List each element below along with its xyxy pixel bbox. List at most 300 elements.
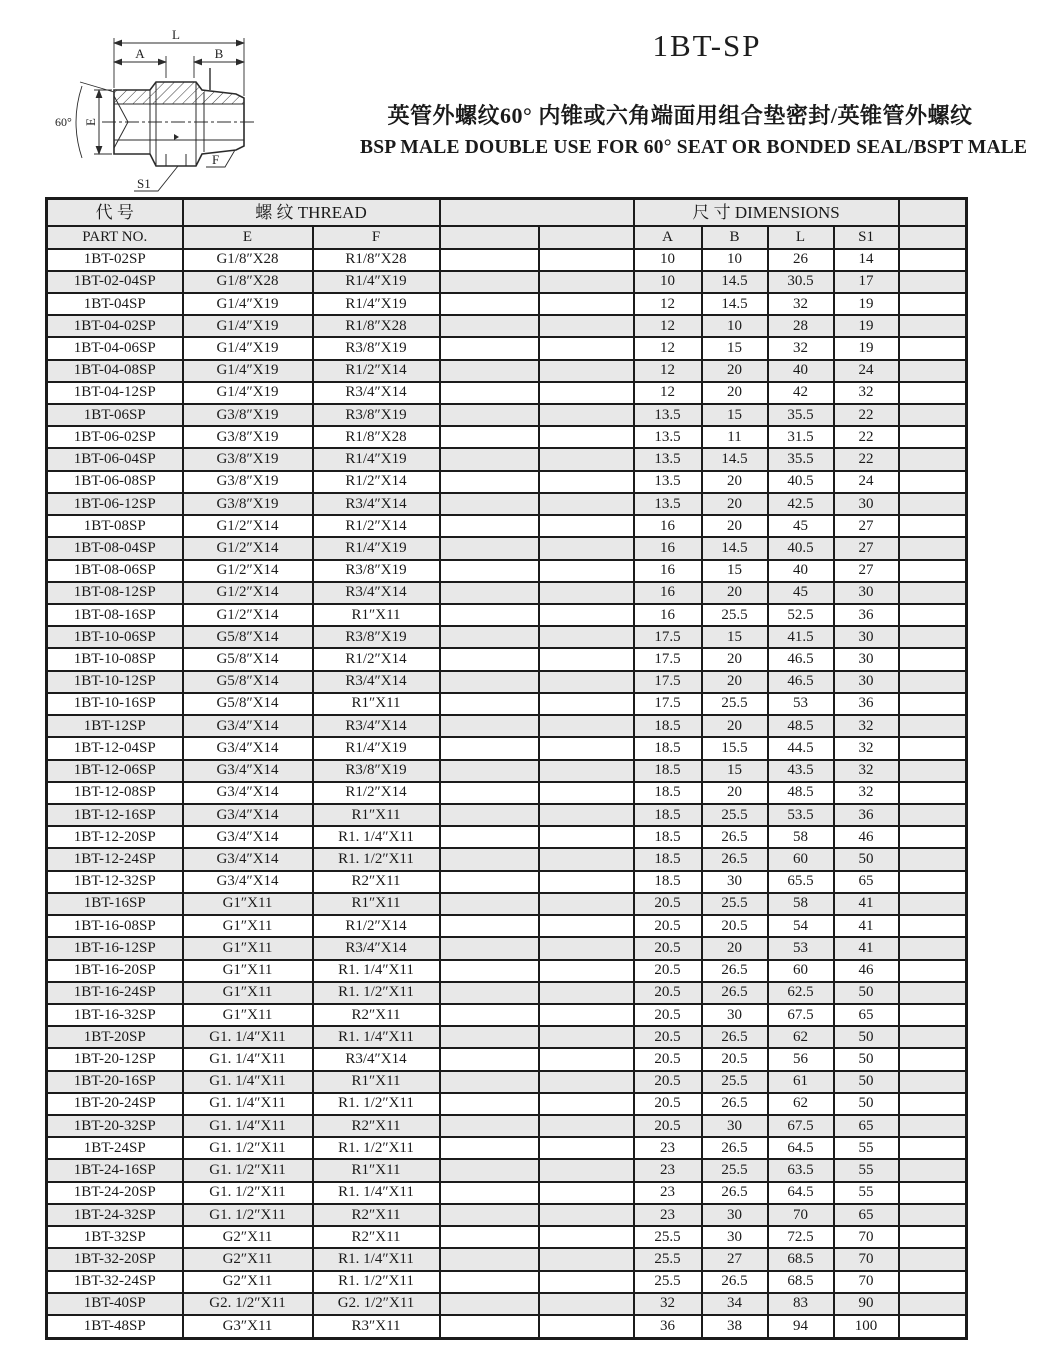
dim-l-cell: 35.5 (768, 448, 834, 470)
part-no-cell: 1BT-10-08SP (47, 648, 183, 670)
spacer-cell (440, 1293, 539, 1315)
thread-f-cell: R1/2″X14 (313, 471, 440, 493)
dim-s1-cell: 30 (834, 671, 899, 693)
dim-a-cell: 17.5 (634, 626, 702, 648)
thread-e-cell: G1. 1/4″X11 (183, 1048, 313, 1070)
dim-l-cell: 62 (768, 1026, 834, 1048)
header-spacer-5 (899, 226, 967, 249)
dim-a-cell: 18.5 (634, 871, 702, 893)
dim-s1-cell: 30 (834, 626, 899, 648)
spacer-cell (539, 382, 634, 404)
spacer-cell (539, 1226, 634, 1248)
thread-f-cell: R3″X11 (313, 1315, 440, 1339)
dim-b-cell: 25.5 (702, 1159, 768, 1181)
dim-l-cell: 41.5 (768, 626, 834, 648)
spacer-cell (539, 1137, 634, 1159)
dim-b-cell: 25.5 (702, 604, 768, 626)
dim-s1-cell: 30 (834, 582, 899, 604)
table-row (47, 537, 967, 559)
thread-e-cell: G2″X11 (183, 1226, 313, 1248)
spacer-cell (899, 893, 967, 915)
thread-f-cell: R3/4″X14 (313, 493, 440, 515)
thread-e-cell: G1. 1/2″X11 (183, 1204, 313, 1226)
dim-b-cell: 10 (702, 249, 768, 271)
part-no-cell: 1BT-08-04SP (47, 537, 183, 559)
dim-a-cell: 20.5 (634, 937, 702, 959)
thread-f-cell: R1. 1/4″X11 (313, 960, 440, 982)
spec-table (45, 197, 968, 1340)
dim-s1-cell: 22 (834, 448, 899, 470)
spacer-cell (899, 960, 967, 982)
spacer-cell (440, 760, 539, 782)
dim-a-cell: 17.5 (634, 693, 702, 715)
spacer-cell (899, 1159, 967, 1181)
spacer-cell (539, 1026, 634, 1048)
dim-a-cell: 20.5 (634, 915, 702, 937)
part-no-cell: 1BT-02-04SP (47, 271, 183, 293)
spacer-cell (440, 493, 539, 515)
dim-s1-cell: 27 (834, 537, 899, 559)
dim-l-cell: 44.5 (768, 737, 834, 759)
dim-s1-cell: 41 (834, 893, 899, 915)
spacer-cell (539, 1248, 634, 1270)
spacer-cell (440, 360, 539, 382)
dim-a-cell: 25.5 (634, 1226, 702, 1248)
header-spacer-4 (539, 226, 634, 249)
spacer-cell (899, 1315, 967, 1339)
dim-s1-cell: 22 (834, 426, 899, 448)
spacer-cell (899, 626, 967, 648)
thread-e-cell: G1. 1/4″X11 (183, 1071, 313, 1093)
dim-b-cell: 15 (702, 337, 768, 359)
dim-s1-cell: 22 (834, 404, 899, 426)
table-row (47, 1271, 967, 1293)
table-row (47, 915, 967, 937)
thread-e-cell: G1″X11 (183, 915, 313, 937)
spacer-cell (440, 1071, 539, 1093)
spacer-cell (899, 1226, 967, 1248)
dim-a-cell: 16 (634, 582, 702, 604)
spacer-cell (440, 1204, 539, 1226)
thread-f-cell: R3/4″X14 (313, 715, 440, 737)
dim-s1-cell: 17 (834, 271, 899, 293)
spacer-cell (539, 1048, 634, 1070)
part-no-cell: 1BT-08SP (47, 515, 183, 537)
thread-f-cell: R1″X11 (313, 804, 440, 826)
thread-f-cell: R1/2″X14 (313, 360, 440, 382)
dim-label-A: A (135, 46, 145, 61)
page-title: 1BT-SP (652, 28, 762, 63)
spacer-cell (440, 382, 539, 404)
table-row (47, 404, 967, 426)
dim-s1-cell: 41 (834, 937, 899, 959)
dim-l-cell: 40.5 (768, 537, 834, 559)
spacer-cell (440, 826, 539, 848)
thread-f-cell: R1. 1/4″X11 (313, 1182, 440, 1204)
thread-f-cell: R3/8″X19 (313, 560, 440, 582)
spacer-cell (440, 337, 539, 359)
dim-b-cell: 26.5 (702, 826, 768, 848)
dim-l-cell: 45 (768, 515, 834, 537)
spacer-cell (440, 1137, 539, 1159)
dim-b-cell: 15 (702, 560, 768, 582)
dim-l-cell: 65.5 (768, 871, 834, 893)
spacer-cell (899, 382, 967, 404)
thread-f-cell: R3/8″X19 (313, 404, 440, 426)
dim-l-cell: 54 (768, 915, 834, 937)
dim-a-cell: 18.5 (634, 804, 702, 826)
dim-a-cell: 25.5 (634, 1271, 702, 1293)
spacer-cell (899, 760, 967, 782)
thread-e-cell: G1/8″X28 (183, 249, 313, 271)
thread-f-cell: R3/4″X14 (313, 671, 440, 693)
thread-f-cell: R1. 1/4″X11 (313, 826, 440, 848)
dim-l-cell: 40 (768, 560, 834, 582)
dim-b-cell: 20 (702, 648, 768, 670)
spacer-cell (440, 315, 539, 337)
part-no-cell: 1BT-16-32SP (47, 1004, 183, 1026)
table-row (47, 471, 967, 493)
header-thread: 螺 纹 THREAD (183, 199, 440, 226)
spacer-cell (539, 760, 634, 782)
table-row (47, 1293, 967, 1315)
dim-a-cell: 20.5 (634, 1071, 702, 1093)
table-row (47, 737, 967, 759)
dim-s1-cell: 46 (834, 960, 899, 982)
spacer-cell (899, 1182, 967, 1204)
dim-s1-cell: 30 (834, 648, 899, 670)
spacer-cell (440, 582, 539, 604)
spacer-cell (440, 737, 539, 759)
dim-l-cell: 43.5 (768, 760, 834, 782)
part-no-cell: 1BT-10-16SP (47, 693, 183, 715)
spacer-cell (539, 1293, 634, 1315)
thread-e-cell: G3/8″X19 (183, 404, 313, 426)
dim-a-cell: 13.5 (634, 493, 702, 515)
dim-s1-cell: 55 (834, 1137, 899, 1159)
dim-l-cell: 68.5 (768, 1248, 834, 1270)
spacer-cell (899, 582, 967, 604)
dim-b-cell: 14.5 (702, 537, 768, 559)
table-row (47, 1204, 967, 1226)
dim-b-cell: 20 (702, 515, 768, 537)
heading-chinese: 英管外螺纹60° 内锥或六角端面用组合垫密封/英锥管外螺纹 (387, 103, 973, 128)
spacer-cell (539, 493, 634, 515)
dim-a-cell: 20.5 (634, 982, 702, 1004)
dim-l-cell: 61 (768, 1071, 834, 1093)
spacer-cell (539, 1159, 634, 1181)
dim-s1-cell: 50 (834, 848, 899, 870)
dim-l-cell: 53 (768, 693, 834, 715)
table-row (47, 871, 967, 893)
header-col-b: B (702, 226, 768, 249)
header-col-l: L (768, 226, 834, 249)
dim-b-cell: 25.5 (702, 1071, 768, 1093)
table-row (47, 604, 967, 626)
spacer-cell (440, 915, 539, 937)
thread-e-cell: G3/4″X14 (183, 715, 313, 737)
spacer-cell (539, 471, 634, 493)
dim-s1-cell: 32 (834, 760, 899, 782)
dim-b-cell: 11 (702, 426, 768, 448)
dim-s1-cell: 27 (834, 515, 899, 537)
thread-e-cell: G1/4″X19 (183, 382, 313, 404)
table-row (47, 382, 967, 404)
spacer-cell (899, 404, 967, 426)
part-no-cell: 1BT-08-06SP (47, 560, 183, 582)
thread-f-cell: R1/8″X28 (313, 426, 440, 448)
spacer-cell (440, 693, 539, 715)
dim-a-cell: 12 (634, 315, 702, 337)
part-no-cell: 1BT-12-16SP (47, 804, 183, 826)
spacer-cell (899, 648, 967, 670)
dim-a-cell: 13.5 (634, 448, 702, 470)
thread-e-cell: G3/8″X19 (183, 471, 313, 493)
spacer-cell (440, 1026, 539, 1048)
dim-l-cell: 70 (768, 1204, 834, 1226)
thread-f-cell: R2″X11 (313, 871, 440, 893)
thread-f-cell: R1. 1/2″X11 (313, 1271, 440, 1293)
thread-f-cell: R1″X11 (313, 693, 440, 715)
thread-e-cell: G1/4″X19 (183, 293, 313, 315)
thread-e-cell: G1″X11 (183, 982, 313, 1004)
part-no-cell: 1BT-10-12SP (47, 671, 183, 693)
dim-s1-cell: 70 (834, 1248, 899, 1270)
dim-l-cell: 32 (768, 293, 834, 315)
header-part-no-en: PART NO. (47, 226, 183, 249)
dim-s1-cell: 50 (834, 982, 899, 1004)
dim-a-cell: 18.5 (634, 760, 702, 782)
dim-l-cell: 58 (768, 826, 834, 848)
dim-b-cell: 30 (702, 871, 768, 893)
thread-f-cell: R1. 1/4″X11 (313, 1026, 440, 1048)
dim-a-cell: 17.5 (634, 671, 702, 693)
dim-l-cell: 48.5 (768, 782, 834, 804)
dim-a-cell: 23 (634, 1204, 702, 1226)
spacer-cell (539, 404, 634, 426)
dim-b-cell: 26.5 (702, 1271, 768, 1293)
dim-s1-cell: 32 (834, 737, 899, 759)
dim-l-cell: 83 (768, 1293, 834, 1315)
thread-e-cell: G3/4″X14 (183, 737, 313, 759)
spacer-cell (899, 1004, 967, 1026)
dim-a-cell: 23 (634, 1137, 702, 1159)
dim-l-cell: 53 (768, 937, 834, 959)
thread-e-cell: G1. 1/2″X11 (183, 1137, 313, 1159)
angle-label: 60° (55, 115, 72, 129)
part-no-cell: 1BT-20-24SP (47, 1093, 183, 1115)
dim-a-cell: 12 (634, 337, 702, 359)
dim-s1-cell: 50 (834, 1026, 899, 1048)
thread-f-cell: R1. 1/2″X11 (313, 1093, 440, 1115)
thread-f-cell: R3/4″X14 (313, 937, 440, 959)
dim-b-cell: 20 (702, 715, 768, 737)
thread-e-cell: G1. 1/4″X11 (183, 1093, 313, 1115)
spacer-cell (539, 1271, 634, 1293)
spacer-cell (899, 1115, 967, 1137)
dim-s1-cell: 50 (834, 1048, 899, 1070)
dim-b-cell: 20 (702, 382, 768, 404)
dim-a-cell: 17.5 (634, 648, 702, 670)
dim-s1-cell: 27 (834, 560, 899, 582)
dim-a-cell: 20.5 (634, 893, 702, 915)
part-no-cell: 1BT-06-12SP (47, 493, 183, 515)
thread-e-cell: G3/4″X14 (183, 760, 313, 782)
dim-a-cell: 10 (634, 249, 702, 271)
dim-s1-cell: 19 (834, 315, 899, 337)
dim-l-cell: 67.5 (768, 1115, 834, 1137)
dim-a-cell: 12 (634, 360, 702, 382)
part-no-cell: 1BT-16-08SP (47, 915, 183, 937)
table-row (47, 493, 967, 515)
dim-b-cell: 20.5 (702, 1048, 768, 1070)
spacer-cell (539, 360, 634, 382)
thread-f-cell: R3/4″X14 (313, 1048, 440, 1070)
dim-a-cell: 32 (634, 1293, 702, 1315)
dim-l-cell: 64.5 (768, 1182, 834, 1204)
dim-l-cell: 32 (768, 337, 834, 359)
dim-b-cell: 14.5 (702, 293, 768, 315)
spacer-cell (899, 804, 967, 826)
spacer-cell (899, 271, 967, 293)
spacer-cell (899, 426, 967, 448)
spacer-cell (440, 1093, 539, 1115)
table-row (47, 315, 967, 337)
thread-f-cell: R1/4″X19 (313, 737, 440, 759)
part-no-cell: 1BT-12-04SP (47, 737, 183, 759)
dim-s1-cell: 24 (834, 471, 899, 493)
part-no-cell: 1BT-20-32SP (47, 1115, 183, 1137)
fitting-drawing-svg (52, 26, 298, 194)
dim-b-cell: 14.5 (702, 271, 768, 293)
dim-l-cell: 26 (768, 249, 834, 271)
part-no-cell: 1BT-06SP (47, 404, 183, 426)
thread-f-cell: R1/2″X14 (313, 648, 440, 670)
dim-s1-cell: 30 (834, 493, 899, 515)
dim-b-cell: 38 (702, 1315, 768, 1339)
spacer-cell (539, 271, 634, 293)
spacer-cell (440, 1115, 539, 1137)
dim-l-cell: 42 (768, 382, 834, 404)
dim-b-cell: 30 (702, 1004, 768, 1026)
thread-f-cell: R2″X11 (313, 1115, 440, 1137)
part-no-cell: 1BT-12-24SP (47, 848, 183, 870)
thread-f-cell: R1″X11 (313, 604, 440, 626)
spacer-cell (440, 1048, 539, 1070)
spacer-cell (539, 448, 634, 470)
part-no-cell: 1BT-40SP (47, 1293, 183, 1315)
thread-f-cell: R2″X11 (313, 1004, 440, 1026)
spacer-cell (899, 493, 967, 515)
spacer-cell (440, 1248, 539, 1270)
spacer-cell (899, 1026, 967, 1048)
spacer-cell (539, 337, 634, 359)
dim-a-cell: 12 (634, 293, 702, 315)
spacer-cell (440, 960, 539, 982)
table-row (47, 693, 967, 715)
spacer-cell (440, 1271, 539, 1293)
dim-l-cell: 28 (768, 315, 834, 337)
dim-a-cell: 20.5 (634, 1026, 702, 1048)
angle-leader-line (80, 82, 114, 92)
dim-s1-cell: 36 (834, 604, 899, 626)
part-no-cell: 1BT-04-08SP (47, 360, 183, 382)
dim-b-cell: 25.5 (702, 804, 768, 826)
spacer-cell (440, 1159, 539, 1181)
table-row (47, 1048, 967, 1070)
dim-l-cell: 67.5 (768, 1004, 834, 1026)
part-no-cell: 1BT-04-12SP (47, 382, 183, 404)
dim-b-cell: 34 (702, 1293, 768, 1315)
part-no-cell: 1BT-20SP (47, 1026, 183, 1048)
thread-f-cell: R1/8″X28 (313, 315, 440, 337)
dim-l-cell: 31.5 (768, 426, 834, 448)
table-row (47, 937, 967, 959)
spacer-cell (539, 582, 634, 604)
thread-f-cell: R1/4″X19 (313, 448, 440, 470)
table-row (47, 626, 967, 648)
spacer-cell (899, 337, 967, 359)
dim-a-cell: 18.5 (634, 737, 702, 759)
table-row (47, 848, 967, 870)
dim-l-cell: 46.5 (768, 648, 834, 670)
part-no-cell: 1BT-12-08SP (47, 782, 183, 804)
spacer-cell (440, 1226, 539, 1248)
spacer-cell (899, 1248, 967, 1270)
dim-b-cell: 25.5 (702, 893, 768, 915)
heading-english: BSP MALE DOUBLE USE FOR 60° SEAT OR BONDED SEAL/BSPT MALE (360, 137, 1028, 158)
dim-b-cell: 26.5 (702, 848, 768, 870)
dim-a-cell: 13.5 (634, 471, 702, 493)
spacer-cell (440, 426, 539, 448)
spacer-cell (440, 626, 539, 648)
dim-b-cell: 26.5 (702, 982, 768, 1004)
spacer-cell (539, 249, 634, 271)
part-no-cell: 1BT-02SP (47, 249, 183, 271)
table-row (47, 293, 967, 315)
dim-s1-cell: 70 (834, 1226, 899, 1248)
table-row (47, 1004, 967, 1026)
dim-b-cell: 26.5 (702, 1093, 768, 1115)
spacer-cell (539, 960, 634, 982)
dim-b-cell: 26.5 (702, 960, 768, 982)
thread-e-cell: G1. 1/2″X11 (183, 1159, 313, 1181)
dim-b-cell: 26.5 (702, 1026, 768, 1048)
dim-l-cell: 46.5 (768, 671, 834, 693)
thread-e-cell: G1″X11 (183, 960, 313, 982)
dim-label-B: B (214, 46, 224, 61)
thread-e-cell: G1. 1/4″X11 (183, 1026, 313, 1048)
center-arrow (174, 134, 179, 140)
spacer-cell (899, 737, 967, 759)
spacer-cell (539, 826, 634, 848)
thread-e-cell: G3/4″X14 (183, 804, 313, 826)
dim-b-cell: 20 (702, 360, 768, 382)
thread-e-cell: G3/4″X14 (183, 782, 313, 804)
spacer-cell (899, 715, 967, 737)
thread-e-cell: G5/8″X14 (183, 693, 313, 715)
thread-e-cell: G1/2″X14 (183, 604, 313, 626)
dim-b-cell: 10 (702, 315, 768, 337)
thread-f-cell: R1/4″X19 (313, 293, 440, 315)
thread-e-cell: G2″X11 (183, 1271, 313, 1293)
dim-label-S1: S1 (137, 176, 151, 191)
table-row (47, 426, 967, 448)
dim-l-cell: 45 (768, 582, 834, 604)
thread-e-cell: G1/8″X28 (183, 271, 313, 293)
spacer-cell (899, 448, 967, 470)
thread-f-cell: G2. 1/2″X11 (313, 1293, 440, 1315)
